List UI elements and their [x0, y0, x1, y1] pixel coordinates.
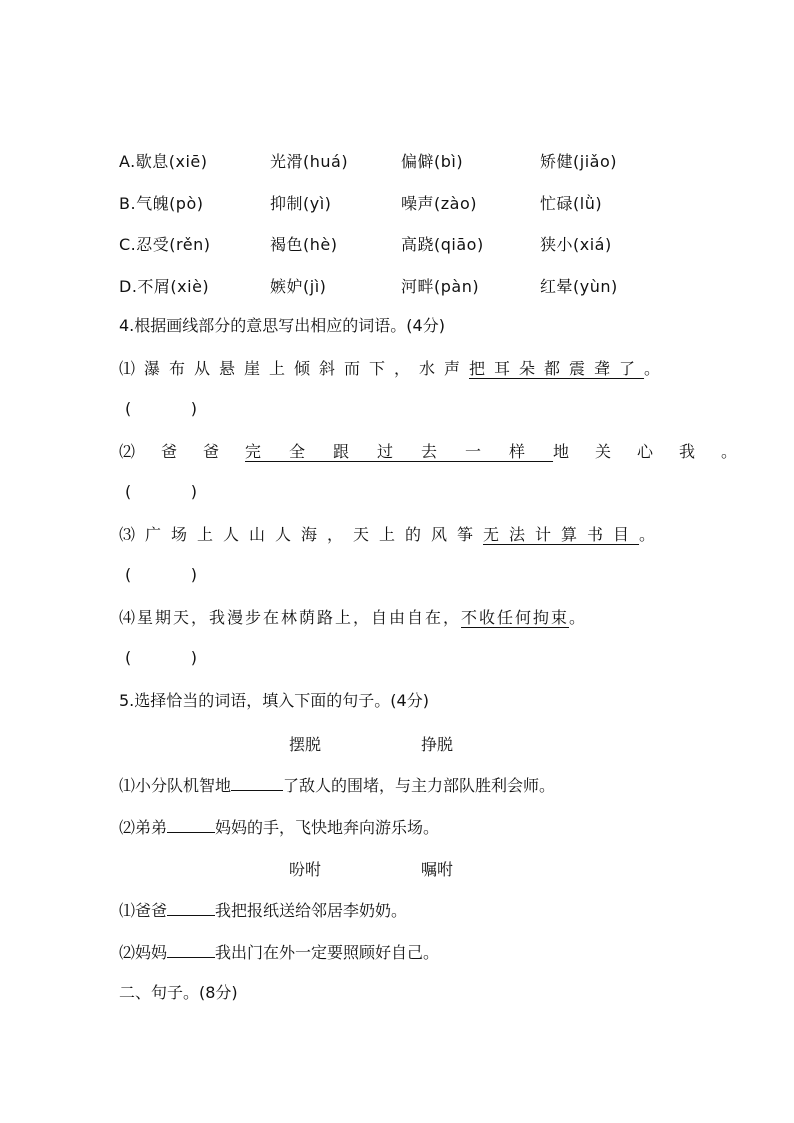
question-4-title: 4.根据画线部分的意思写出相应的词语。(4分) — [119, 316, 445, 335]
option-item: 褐色(hè) — [270, 235, 338, 254]
option-item: 偏僻(bì) — [401, 152, 464, 171]
underlined-phrase: 不收任何拘束 — [461, 608, 570, 627]
sentence-end: 。 — [639, 525, 656, 544]
sentence-end: 。 — [644, 359, 661, 378]
q5-sentence-3 — [119, 899, 407, 922]
sentence-text: 了敌人的围堵，与主力部队胜利会师。 — [283, 776, 556, 795]
fill-blank[interactable] — [231, 774, 283, 791]
sentence-end: 地关心我。 — [553, 442, 764, 461]
paren-open: ( — [125, 648, 132, 667]
option-letter: D. — [119, 277, 138, 296]
option-item: 噪声(zào) — [401, 194, 477, 213]
q5-sentence-2 — [119, 816, 439, 839]
underlined-phrase: 无法计算书目 — [483, 525, 640, 544]
option-item: 忍受(rěn) — [136, 235, 211, 254]
word-choice: 嘱咐 — [421, 860, 454, 879]
option-item: 抑制(yì) — [270, 194, 332, 213]
paren-open: ( — [125, 482, 132, 501]
sentence-end: 。 — [569, 608, 586, 627]
paren-close: ) — [190, 565, 197, 584]
fill-blank[interactable] — [167, 941, 215, 958]
word-choice: 吩咐 — [289, 860, 322, 879]
q4-sentence-1 — [119, 358, 660, 380]
underlined-phrase: 完全跟过去一样 — [245, 442, 554, 461]
option-item: 矫健(jiǎo) — [540, 152, 617, 171]
q4-sentence-2 — [119, 441, 763, 463]
option-item: 不屑(xiè) — [137, 277, 210, 296]
q5-sentence-4 — [119, 941, 439, 964]
fill-blank[interactable] — [167, 816, 215, 833]
option-letter: C. — [119, 235, 137, 254]
paren-open: ( — [125, 565, 132, 584]
sentence-text: 我把报纸送给邻居李奶奶。 — [215, 901, 408, 920]
q4-sentence-3 — [119, 524, 655, 546]
option-d-first — [119, 274, 209, 297]
option-letter: B. — [119, 194, 137, 213]
word-choice: 摆脱 — [289, 735, 322, 754]
option-item: 狭小(xiá) — [540, 235, 612, 254]
paren-close: ) — [190, 399, 197, 418]
option-item: 忙碌(lǜ) — [540, 194, 603, 213]
option-item: 气魄(pò) — [136, 194, 204, 213]
option-item: 河畔(pàn) — [401, 277, 480, 296]
option-item: 光滑(huá) — [270, 152, 349, 171]
sentence-text: ⑵爸爸 — [119, 442, 246, 461]
sentence-text: ⑴瀑布从悬崖上倾斜而下，水声 — [119, 359, 470, 378]
option-item: 嫉妒(jì) — [270, 277, 327, 296]
sentence-text: ⑵弟弟 — [119, 818, 168, 837]
option-item: 高跷(qiāo) — [401, 235, 484, 254]
sentence-text: 妈妈的手，飞快地奔向游乐场。 — [215, 818, 440, 837]
paren-open: ( — [125, 399, 132, 418]
paren-close: ) — [190, 648, 197, 667]
sentence-text: ⑶广场上人山人海，天上的风筝 — [119, 525, 484, 544]
sentence-text: ⑵妈妈 — [119, 943, 168, 962]
option-letter: A. — [119, 152, 136, 171]
option-c-first — [119, 232, 210, 255]
option-item: 红晕(yùn) — [540, 277, 618, 296]
underlined-phrase: 把耳朵都震聋了 — [469, 359, 645, 378]
sentence-text: ⑴小分队机智地 — [119, 776, 232, 795]
section-2-heading: 二、句子。(8分) — [119, 983, 238, 1002]
option-a-first — [119, 149, 208, 172]
fill-blank[interactable] — [167, 899, 215, 916]
sentence-text: ⑷星期天，我漫步在林荫路上，自由自在， — [119, 608, 462, 627]
sentence-text: ⑴爸爸 — [119, 901, 168, 920]
paren-close: ) — [190, 482, 197, 501]
sentence-text: 我出门在外一定要照顾好自己。 — [215, 943, 440, 962]
option-item: 歇息(xiē) — [135, 152, 208, 171]
q4-sentence-4 — [119, 607, 585, 629]
question-5-title: 5.选择恰当的词语，填入下面的句子。(4分) — [119, 691, 429, 710]
q5-sentence-1 — [119, 774, 555, 797]
option-b-first — [119, 191, 204, 214]
word-choice: 挣脱 — [421, 735, 454, 754]
